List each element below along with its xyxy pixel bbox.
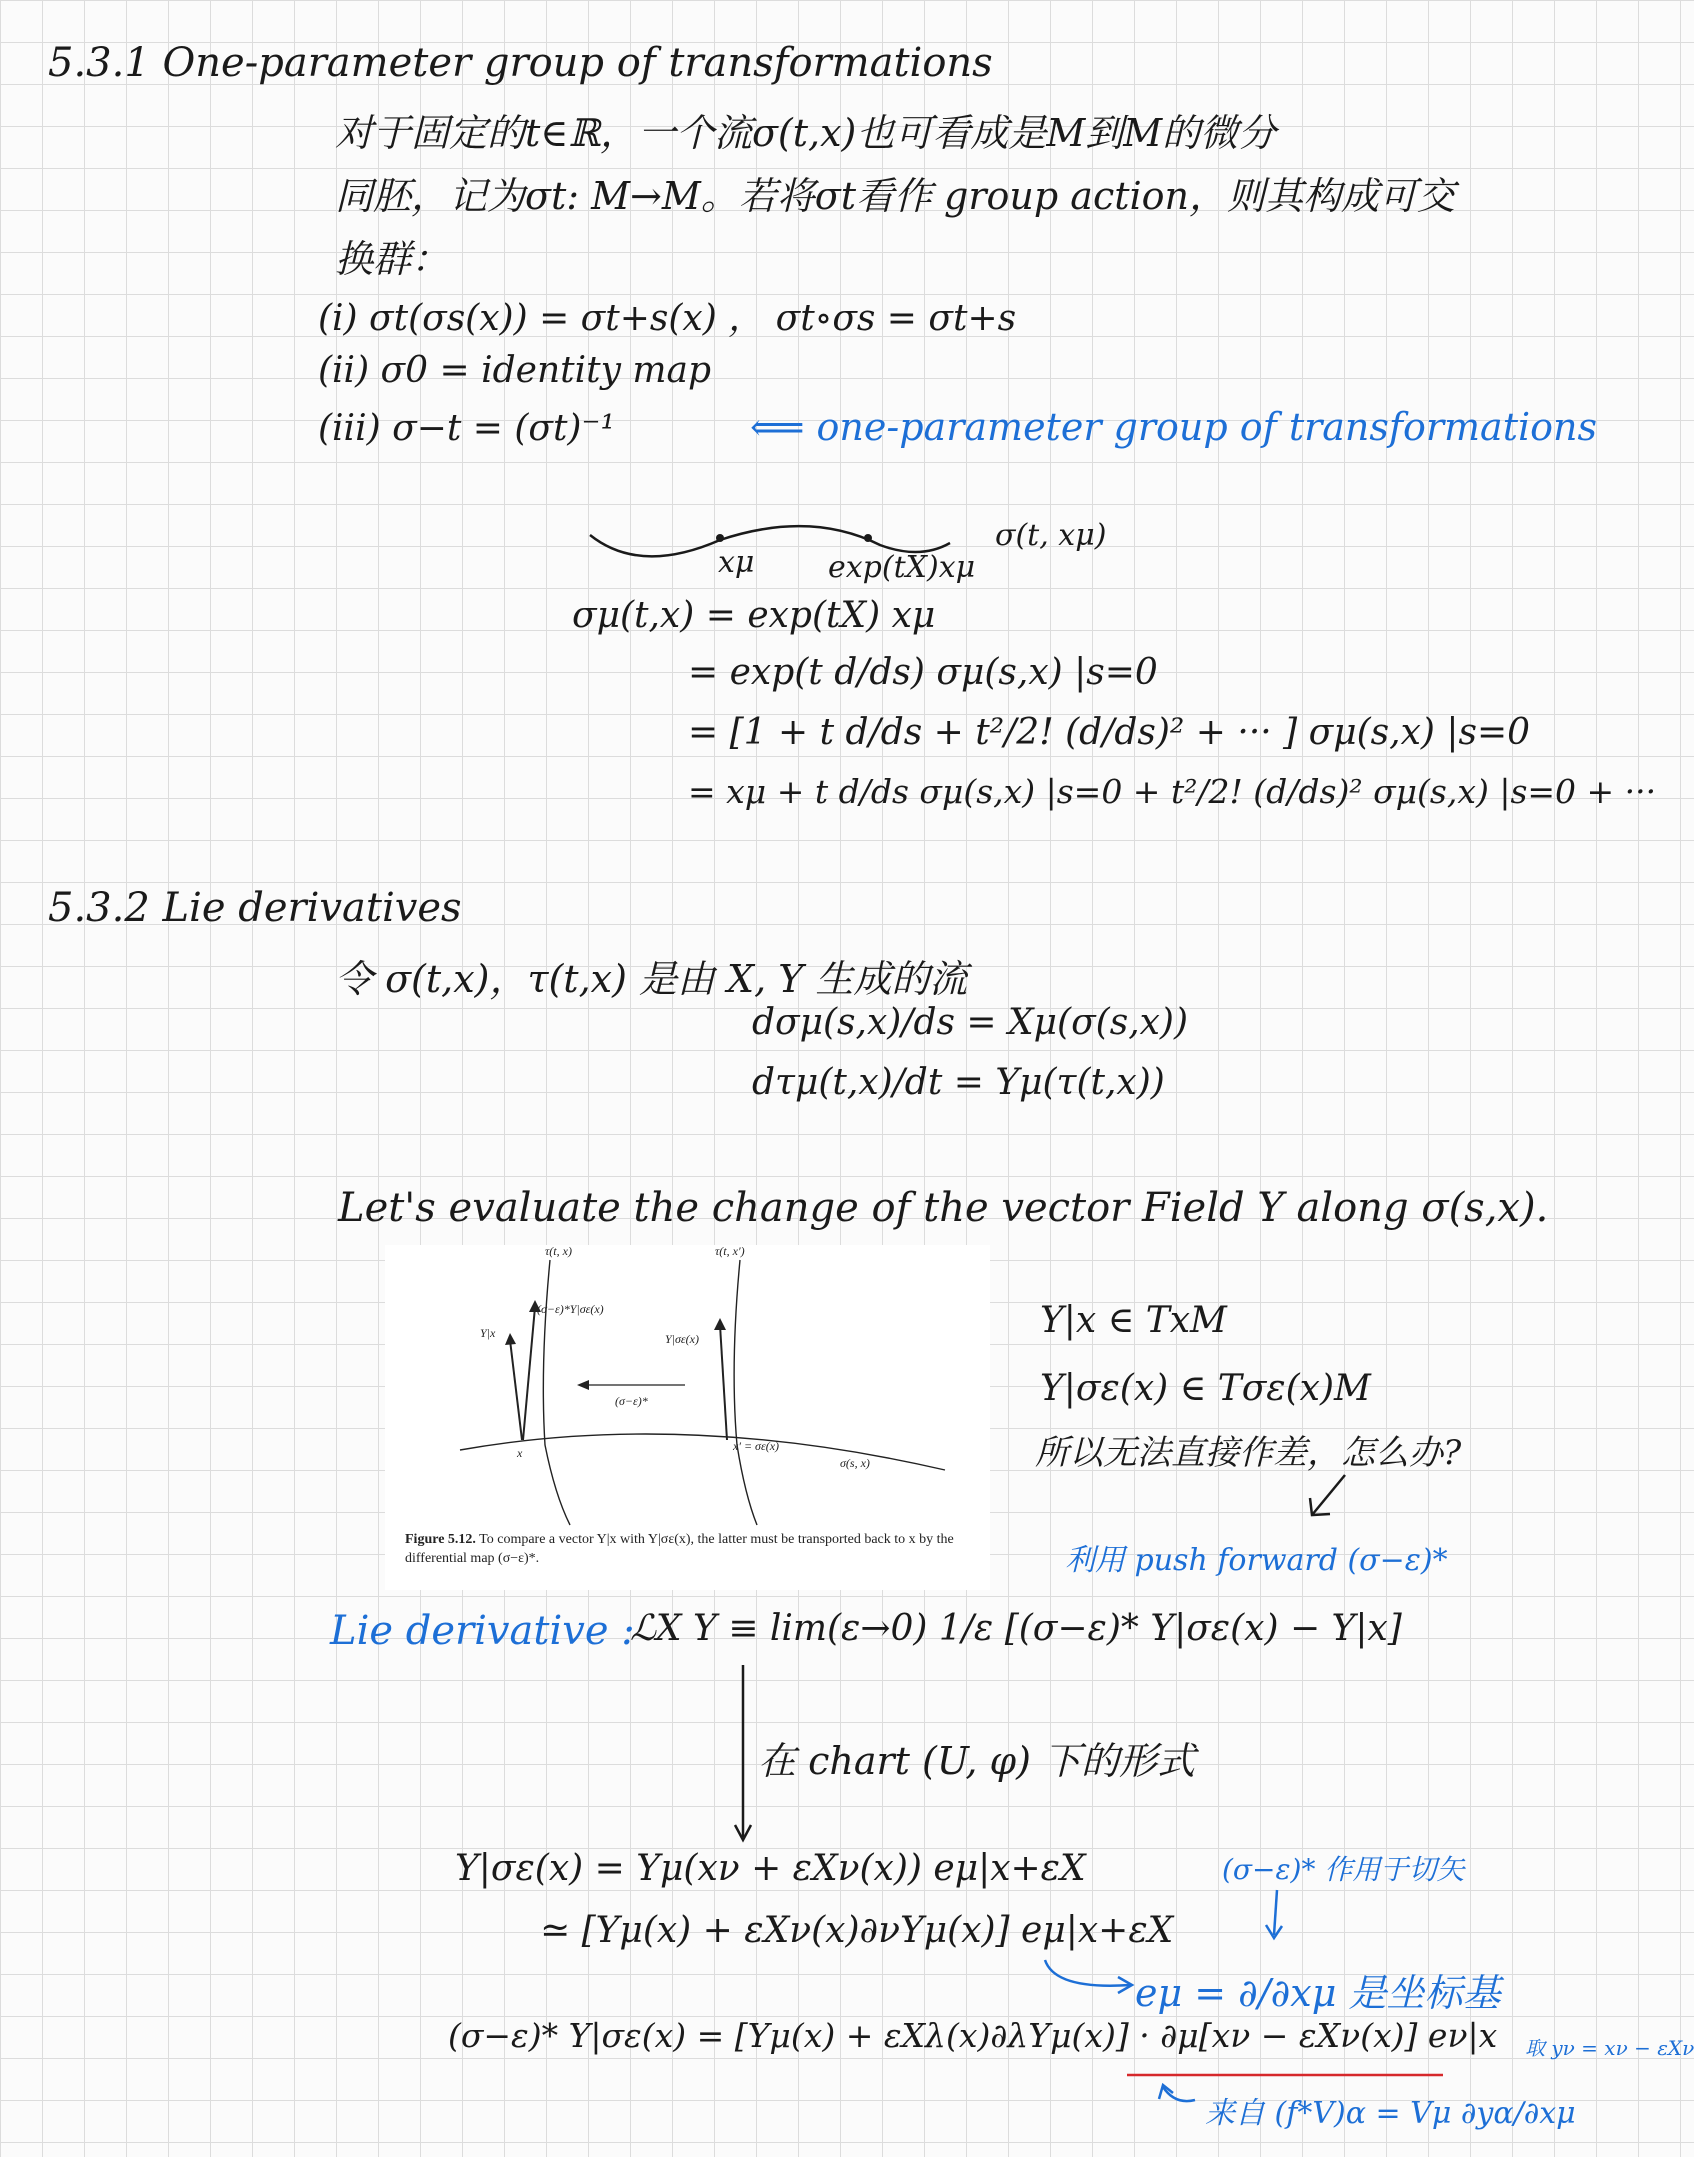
fig-label-yx: Y|x: [480, 1326, 496, 1340]
flows-intro: 令 σ(t,x)，τ(t,x) 是由 X, Y 生成的流: [335, 957, 968, 1001]
arrow-note-group: ⟸ one-parameter group of transformations: [750, 405, 1597, 449]
fig-label-map: (σ−ε)*: [615, 1394, 648, 1408]
side-note-3: 所以无法直接作差，怎么办?: [1035, 1433, 1462, 1473]
flow-eq-sigma: dσμ(s,x)/ds = Xμ(σ(s,x)): [752, 1002, 1189, 1043]
section-heading-531: 5.3.1 One-parameter group of transformations: [48, 40, 993, 86]
blue-note-from-pushforward: 来自 (f*V)α = Vμ ∂yα/∂xμ: [1205, 2096, 1576, 2131]
blue-note-basis: eμ = ∂/∂xμ 是坐标基: [1135, 1971, 1501, 2015]
property-ii: (ii) σ0 = identity map: [318, 350, 712, 391]
lie-derivative-label: Lie derivative :: [330, 1608, 635, 1654]
figure-caption: [405, 1530, 985, 1568]
figure-5-12: [385, 1245, 990, 1590]
figure-drawing: [385, 1245, 990, 1525]
property-i: (i) σt(σs(x)) = σt+s(x) ， σt∘σs = σt+s: [318, 298, 1017, 339]
intro-line-2: 同胚，记为σt: M→M。若将σt看作 group action，则其构成可交: [335, 174, 1455, 218]
side-note-1: Y|x ∈ TxM: [1040, 1300, 1227, 1341]
fig-label-sigma: σ(s, x): [840, 1456, 870, 1470]
pushforward-note: 利用 push forward (σ−ε)*: [1065, 1543, 1448, 1578]
figure-caption-text: To compare a vector Y|x with Y|σε(x), the latter must be transported back to x by the differential map (σ−ε)*.: [405, 1532, 954, 1566]
lie-derivative-definition: ℒX Y ≡ lim(ε→0) 1/ε [(σ−ε)* Y|σε(x) − Y|x]: [630, 1608, 1402, 1649]
fig-label-pushed: (σ−ε)*Y|σε(x): [537, 1302, 604, 1316]
fig-label-xp: x′ = σε(x): [733, 1439, 780, 1453]
flow-eq-tau: dτμ(t,x)/dt = Yμ(τ(t,x)): [752, 1062, 1165, 1103]
blue-note-acts-on-tangent: (σ−ε)* 作用于切矢: [1222, 1853, 1465, 1886]
property-iii: (iii) σ−t = (σt)⁻¹: [318, 408, 615, 449]
fig-label-tau-xp: τ(t, x′): [715, 1244, 745, 1258]
blue-curved-arrow: [1040, 1955, 1140, 2005]
fig-label-ysx: Y|σε(x): [665, 1332, 699, 1346]
expansion-line-4: = xμ + t d/ds σμ(s,x) |s=0 + t²/2! (d/ds)² σμ(s,x) |s=0 + ···: [688, 772, 1657, 811]
fig-label-x: x: [517, 1446, 523, 1460]
blue-hook-arrow: [1155, 2075, 1200, 2115]
blue-small-arrow: [1262, 1890, 1292, 1950]
down-arrow: [728, 1665, 758, 1845]
expansion-line-2: = exp(t d/ds) σμ(s,x) |s=0: [688, 652, 1158, 693]
expansion-line-3: = [1 + t d/ds + t²/2! (d/ds)² + ··· ] σμ(s,x) |s=0: [688, 712, 1531, 753]
sketch-label-curve: σ(t, xμ): [995, 518, 1107, 553]
chart-eq-1: Y|σε(x) = Yμ(xν + εXν(x)) eμ|x+εX: [455, 1848, 1086, 1889]
side-note-2: Y|σε(x) ∈ Tσε(x)M: [1040, 1368, 1371, 1409]
section-heading-532: 5.3.2 Lie derivatives: [48, 885, 462, 931]
figure-caption-bold: Figure 5.12.: [405, 1532, 476, 1547]
intro-line-3: 换群：: [335, 237, 450, 281]
expansion-line-1: σμ(t,x) = exp(tX) xμ: [572, 595, 936, 636]
chart-eq-2: ≃ [Yμ(x) + εXν(x)∂νYμ(x)] eμ|x+εX: [540, 1910, 1174, 1951]
chart-eq-3: (σ−ε)* Y|σε(x) = [Yμ(x) + εXλ(x)∂λYμ(x)] · ∂μ[xν − εXν(x)] eν|x: [448, 2016, 1498, 2055]
sketch-label-exp: exp(tX)xμ: [828, 550, 976, 585]
down-left-arrow: [1300, 1470, 1360, 1525]
sketch-label-x: xμ: [718, 545, 755, 580]
blue-note-take-y: 取 yν = xν − εXν: [1525, 2036, 1694, 2060]
evaluate-line: Let's evaluate the change of the vector Field Y along σ(s,x).: [338, 1185, 1549, 1231]
fig-label-tau-x: τ(t, x): [545, 1244, 572, 1258]
chart-note: 在 chart (U, φ) 下的形式: [758, 1739, 1196, 1783]
intro-line-1: 对于固定的t∈ℝ，一个流σ(t,x)也可看成是M到M的微分: [335, 111, 1277, 155]
